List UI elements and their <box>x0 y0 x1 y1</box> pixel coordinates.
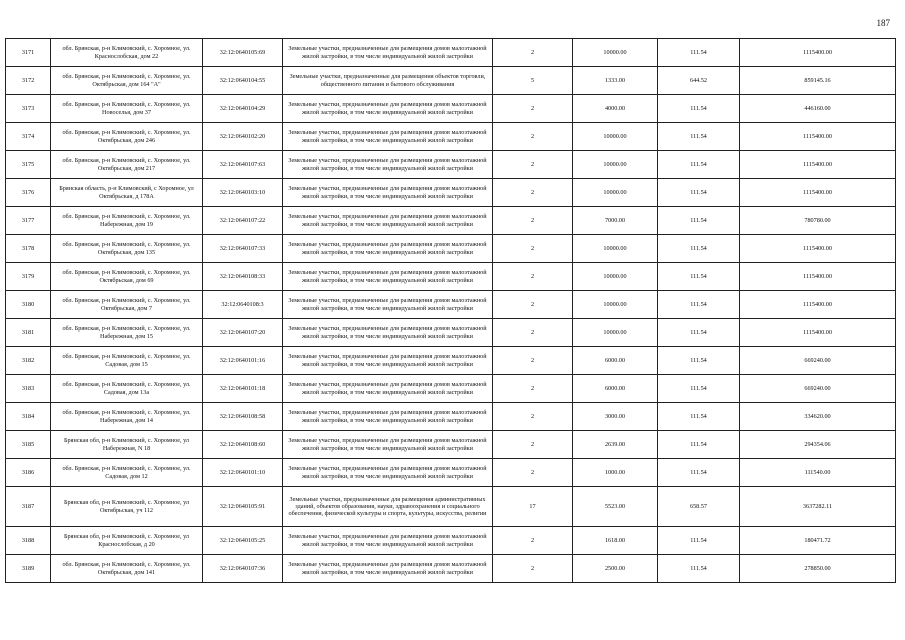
record-number-cell: 3186 <box>6 459 51 487</box>
record-number-cell: 3175 <box>6 151 51 179</box>
cadastral-value-cell: 1115400.00 <box>740 319 896 347</box>
cadastral-value-cell: 1115400.00 <box>740 123 896 151</box>
table-row <box>6 319 896 347</box>
specific-value-cell: 111.54 <box>658 207 740 235</box>
table-row <box>6 527 896 555</box>
use-group-cell: 2 <box>493 375 573 403</box>
land-use-cell: Земельные участки, предназначенные для размещения домов малоэтажной жилой застройки, в том числе индивидуальной жилой застройки <box>283 403 493 431</box>
table-row <box>6 459 896 487</box>
area-cell: 10000.00 <box>573 291 658 319</box>
area-cell: 10000.00 <box>573 123 658 151</box>
cadastral-value-table <box>5 38 896 583</box>
area-cell: 10000.00 <box>573 39 658 67</box>
cadastral-number-cell: 32:12:0640108:60 <box>203 431 283 459</box>
area-cell: 6000.00 <box>573 347 658 375</box>
record-number-cell: 3171 <box>6 39 51 67</box>
record-number-cell: 3179 <box>6 263 51 291</box>
address-cell: обл. Брянская, р-н Климовский, с. Хоромное, ул. Набережная, дом 15 <box>51 319 203 347</box>
area-cell: 10000.00 <box>573 235 658 263</box>
land-use-cell: Земельные участки, предназначенные для размещения домов малоэтажной жилой застройки, в том числе индивидуальной жилой застройки <box>283 123 493 151</box>
record-number-cell: 3181 <box>6 319 51 347</box>
area-cell: 3000.00 <box>573 403 658 431</box>
address-cell: обл. Брянская, р-н Климовский, с. Хоромное, ул. Новоселья, дом 37 <box>51 95 203 123</box>
record-number-cell: 3177 <box>6 207 51 235</box>
land-use-cell: Земельные участки, предназначенные для размещения домов малоэтажной жилой застройки, в том числе индивидуальной жилой застройки <box>283 291 493 319</box>
cadastral-value-cell: 1115400.00 <box>740 263 896 291</box>
cadastral-value-cell: 294354.06 <box>740 431 896 459</box>
address-cell: Брянская обл, р-н Климовский, с. Хоромное, ул Октябрьская, уч 112 <box>51 487 203 527</box>
table-row <box>6 555 896 583</box>
area-cell: 2500.00 <box>573 555 658 583</box>
specific-value-cell: 111.54 <box>658 95 740 123</box>
land-use-cell: Земельные участки, предназначенные для размещения домов малоэтажной жилой застройки, в том числе индивидуальной жилой застройки <box>283 263 493 291</box>
use-group-cell: 17 <box>493 487 573 527</box>
cadastral-number-cell: 32:12:0640104:29 <box>203 95 283 123</box>
land-use-cell: Земельные участки, предназначенные для размещения домов малоэтажной жилой застройки, в том числе индивидуальной жилой застройки <box>283 527 493 555</box>
cadastral-value-cell: 1115400.00 <box>740 291 896 319</box>
specific-value-cell: 111.54 <box>658 151 740 179</box>
cadastral-value-cell: 669240.00 <box>740 347 896 375</box>
page-number: 187 <box>876 18 890 28</box>
use-group-cell: 2 <box>493 347 573 375</box>
land-use-cell: Земельные участки, предназначенные для размещения домов малоэтажной жилой застройки, в том числе индивидуальной жилой застройки <box>283 151 493 179</box>
area-cell: 10000.00 <box>573 319 658 347</box>
use-group-cell: 2 <box>493 95 573 123</box>
table-row <box>6 487 896 527</box>
record-number-cell: 3188 <box>6 527 51 555</box>
record-number-cell: 3174 <box>6 123 51 151</box>
specific-value-cell: 111.54 <box>658 263 740 291</box>
record-number-cell: 3173 <box>6 95 51 123</box>
use-group-cell: 5 <box>493 67 573 95</box>
cadastral-number-cell: 32:12:0640107:63 <box>203 151 283 179</box>
use-group-cell: 2 <box>493 555 573 583</box>
land-use-cell: Земельные участки, предназначенные для размещения домов малоэтажной жилой застройки, в том числе индивидуальной жилой застройки <box>283 319 493 347</box>
table-row <box>6 347 896 375</box>
use-group-cell: 2 <box>493 319 573 347</box>
use-group-cell: 2 <box>493 151 573 179</box>
cadastral-number-cell: 32:12:0640107:36 <box>203 555 283 583</box>
record-number-cell: 3185 <box>6 431 51 459</box>
cadastral-value-cell: 3637282.11 <box>740 487 896 527</box>
cadastral-value-cell: 1115400.00 <box>740 235 896 263</box>
record-number-cell: 3180 <box>6 291 51 319</box>
specific-value-cell: 111.54 <box>658 375 740 403</box>
cadastral-number-cell: 32:12:0640101:16 <box>203 347 283 375</box>
record-number-cell: 3176 <box>6 179 51 207</box>
specific-value-cell: 111.54 <box>658 347 740 375</box>
cadastral-number-cell: 32:12:0640103:10 <box>203 179 283 207</box>
area-cell: 10000.00 <box>573 151 658 179</box>
cadastral-value-cell: 780780.00 <box>740 207 896 235</box>
table-row <box>6 431 896 459</box>
area-cell: 5523.00 <box>573 487 658 527</box>
cadastral-number-cell: 32:12:0640105:25 <box>203 527 283 555</box>
record-number-cell: 3172 <box>6 67 51 95</box>
record-number-cell: 3182 <box>6 347 51 375</box>
cadastral-value-cell: 669240.00 <box>740 375 896 403</box>
area-cell: 1000.00 <box>573 459 658 487</box>
land-use-cell: Земельные участки, предназначенные для размещения домов малоэтажной жилой застройки, в том числе индивидуальной жилой застройки <box>283 555 493 583</box>
record-number-cell: 3184 <box>6 403 51 431</box>
land-use-cell: Земельные участки, предназначенные для размещения домов малоэтажной жилой застройки, в том числе индивидуальной жилой застройки <box>283 459 493 487</box>
cadastral-value-cell: 334620.00 <box>740 403 896 431</box>
cadastral-number-cell: 32:12:0640101:18 <box>203 375 283 403</box>
record-number-cell: 3189 <box>6 555 51 583</box>
address-cell: обл. Брянская, р-н Климовский, с. Хоромное, ул. Садовая, дом 12 <box>51 459 203 487</box>
use-group-cell: 2 <box>493 123 573 151</box>
land-use-cell: Земельные участки, предназначенные для размещения домов малоэтажной жилой застройки, в том числе индивидуальной жилой застройки <box>283 179 493 207</box>
specific-value-cell: 111.54 <box>658 319 740 347</box>
cadastral-number-cell: 32:12:0640105:91 <box>203 487 283 527</box>
cadastral-number-cell: 32:12:0640108:3 <box>203 291 283 319</box>
address-cell: обл. Брянская, р-н Климовский, с. Хоромное, ул. Краснослобская, дом 22 <box>51 39 203 67</box>
cadastral-value-cell: 859145.16 <box>740 67 896 95</box>
address-cell: обл. Брянская, р-н Климовский, с. Хоромное, ул. Садовая, дом 15 <box>51 347 203 375</box>
use-group-cell: 2 <box>493 263 573 291</box>
land-use-cell: Земельные участки, предназначенные для размещения домов малоэтажной жилой застройки, в том числе индивидуальной жилой застройки <box>283 95 493 123</box>
use-group-cell: 2 <box>493 179 573 207</box>
cadastral-number-cell: 32:12:0640101:10 <box>203 459 283 487</box>
use-group-cell: 2 <box>493 459 573 487</box>
cadastral-value-cell: 1115400.00 <box>740 151 896 179</box>
land-use-cell: Земельные участки, предназначенные для размещения домов малоэтажной жилой застройки, в том числе индивидуальной жилой застройки <box>283 375 493 403</box>
area-cell: 2639.00 <box>573 431 658 459</box>
specific-value-cell: 111.54 <box>658 235 740 263</box>
area-cell: 1333.00 <box>573 67 658 95</box>
address-cell: Брянская обл, р-н Климовский, с. Хоромное, ул Набережная, N 18 <box>51 431 203 459</box>
address-cell: обл. Брянская, р-н Климовский, с. Хоромное, ул. Октябрьская, дом 141 <box>51 555 203 583</box>
address-cell: обл. Брянская, р-н Климовский, с. Хоромное, ул. Октябрьская, дом 217 <box>51 151 203 179</box>
land-use-cell: Земельные участки, предназначенные для размещения объектов торговли, общественного питания и бытового обслуживания <box>283 67 493 95</box>
cadastral-value-cell: 111540.00 <box>740 459 896 487</box>
use-group-cell: 2 <box>493 527 573 555</box>
cadastral-number-cell: 32:12:0640102:20 <box>203 123 283 151</box>
record-number-cell: 3187 <box>6 487 51 527</box>
specific-value-cell: 658.57 <box>658 487 740 527</box>
cadastral-number-cell: 32:12:0640107:20 <box>203 319 283 347</box>
area-cell: 1618.00 <box>573 527 658 555</box>
specific-value-cell: 111.54 <box>658 459 740 487</box>
cadastral-value-cell: 1115400.00 <box>740 179 896 207</box>
cadastral-number-cell: 32:12:0640104:55 <box>203 67 283 95</box>
specific-value-cell: 111.54 <box>658 123 740 151</box>
cadastral-value-cell: 278850.00 <box>740 555 896 583</box>
cadastral-value-cell: 446160.00 <box>740 95 896 123</box>
area-cell: 6000.00 <box>573 375 658 403</box>
table-row <box>6 375 896 403</box>
address-cell: обл. Брянская, р-н Климовский, с. Хоромное, ул. Октябрьская, дом 135 <box>51 235 203 263</box>
specific-value-cell: 111.54 <box>658 527 740 555</box>
table-row <box>6 291 896 319</box>
table-row <box>6 123 896 151</box>
address-cell: Брянская обл, р-н Климовский, с. Хоромное, ул Краснослобская, д 20 <box>51 527 203 555</box>
use-group-cell: 2 <box>493 207 573 235</box>
address-cell: обл. Брянская, р-н Климовский, с. Хоромное, ул. Набережная, дом 14 <box>51 403 203 431</box>
specific-value-cell: 111.54 <box>658 431 740 459</box>
use-group-cell: 2 <box>493 403 573 431</box>
address-cell: обл. Брянская, р-н Климовский, с. Хоромное, ул. Октябрьская, дом 7 <box>51 291 203 319</box>
land-use-cell: Земельные участки, предназначенные для размещения домов малоэтажной жилой застройки, в том числе индивидуальной жилой застройки <box>283 431 493 459</box>
table-row <box>6 403 896 431</box>
specific-value-cell: 111.54 <box>658 39 740 67</box>
land-use-cell: Земельные участки, предназначенные для размещения домов малоэтажной жилой застройки, в том числе индивидуальной жилой застройки <box>283 39 493 67</box>
table-row <box>6 235 896 263</box>
area-cell: 10000.00 <box>573 179 658 207</box>
specific-value-cell: 111.54 <box>658 403 740 431</box>
cadastral-number-cell: 32:12:0640105:69 <box>203 39 283 67</box>
table-row <box>6 179 896 207</box>
cadastral-value-cell: 1115400.00 <box>740 39 896 67</box>
use-group-cell: 2 <box>493 431 573 459</box>
use-group-cell: 2 <box>493 291 573 319</box>
cadastral-number-cell: 32:12:0640107:33 <box>203 235 283 263</box>
use-group-cell: 2 <box>493 39 573 67</box>
table-row <box>6 151 896 179</box>
address-cell: обл. Брянская, р-н Климовский, с. Хоромное, ул. Октябрьская, дом 164 "А" <box>51 67 203 95</box>
table-row <box>6 263 896 291</box>
specific-value-cell: 644.52 <box>658 67 740 95</box>
table-row <box>6 67 896 95</box>
land-use-cell: Земельные участки, предназначенные для размещения домов малоэтажной жилой застройки, в том числе индивидуальной жилой застройки <box>283 347 493 375</box>
land-use-cell: Земельные участки, предназначенные для размещения домов малоэтажной жилой застройки, в том числе индивидуальной жилой застройки <box>283 207 493 235</box>
address-cell: обл. Брянская, р-н Климовский, с. Хоромное, ул. Набережная, дом 19 <box>51 207 203 235</box>
cadastral-number-cell: 32:12:0640107:22 <box>203 207 283 235</box>
area-cell: 10000.00 <box>573 263 658 291</box>
specific-value-cell: 111.54 <box>658 179 740 207</box>
address-cell: обл. Брянская, р-н Климовский, с. Хоромное, ул. Садовая, дом 13а <box>51 375 203 403</box>
area-cell: 7000.00 <box>573 207 658 235</box>
cadastral-number-cell: 32:12:0640108:33 <box>203 263 283 291</box>
table-row <box>6 95 896 123</box>
cadastral-number-cell: 32:12:0640108:58 <box>203 403 283 431</box>
use-group-cell: 2 <box>493 235 573 263</box>
area-cell: 4000.00 <box>573 95 658 123</box>
table-row <box>6 39 896 67</box>
specific-value-cell: 111.54 <box>658 291 740 319</box>
record-number-cell: 3178 <box>6 235 51 263</box>
land-use-cell: Земельные участки, предназначенные для размещения административных зданий, объектов образования, науки, здравоохранения и социального обеспечения, физической культуры и спорта, культуры, искусства, религии <box>283 487 493 527</box>
record-number-cell: 3183 <box>6 375 51 403</box>
address-cell: Брянская область, р-н Климовский, с Хоромное, ул Октябрьская, д 178А <box>51 179 203 207</box>
address-cell: обл. Брянская, р-н Климовский, с. Хоромное, ул. Октябрьская, дом 246 <box>51 123 203 151</box>
cadastral-value-cell: 180471.72 <box>740 527 896 555</box>
address-cell: обл. Брянская, р-н Климовский, с. Хоромное, ул. Октябрьская, дом 69 <box>51 263 203 291</box>
table-row <box>6 207 896 235</box>
specific-value-cell: 111.54 <box>658 555 740 583</box>
land-use-cell: Земельные участки, предназначенные для размещения домов малоэтажной жилой застройки, в том числе индивидуальной жилой застройки <box>283 235 493 263</box>
